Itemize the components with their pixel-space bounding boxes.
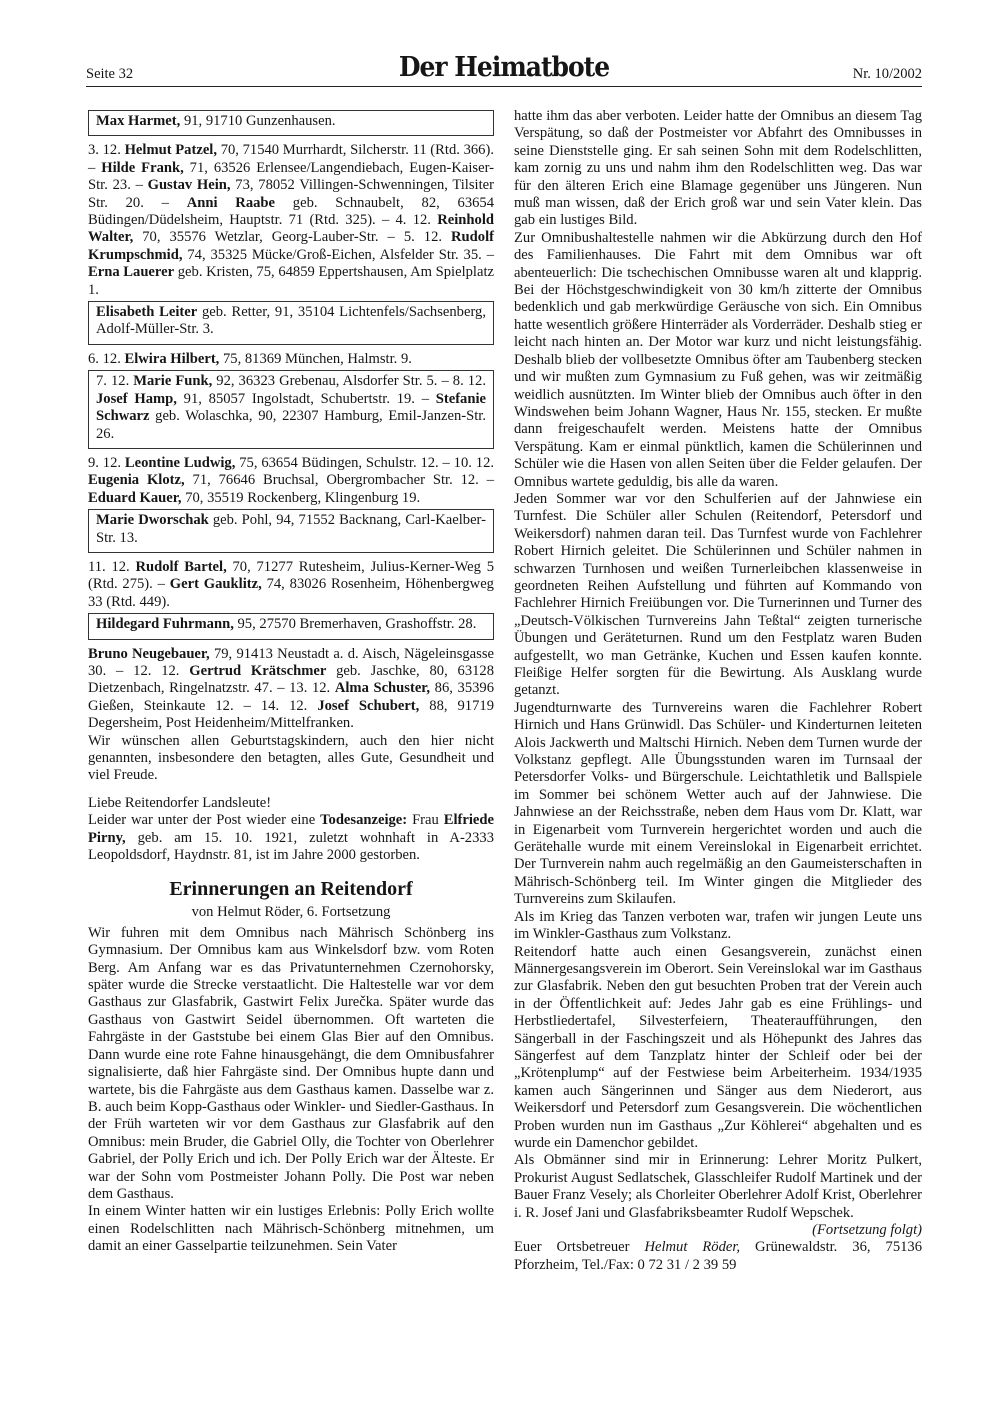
entry-details: 71, 76646 Bruchsal, Obergrombacher Str. 12. – [184, 472, 494, 489]
person-name: Todesanzeige: [320, 812, 408, 829]
person-name: Elisabeth Leiter [96, 304, 198, 321]
person-name: Eugenia Klotz, [88, 472, 185, 489]
entry-details: 92, 36323 Grebenau, Alsdorfer Str. 5. – 8. 12. [212, 373, 486, 390]
signature-address: Grünewaldstr. 36, 75136 Pforzheim, Tel./Fax: 0 72 31 / 2 39 59 [514, 1239, 923, 1273]
entry-details: 73, 78052 Villingen-Schwenningen, Tilsiter Str. 20. – [88, 177, 494, 211]
birthday-box [88, 370, 494, 449]
person-name: Gert Gauklitz, [169, 576, 262, 593]
article-paragraph: Als im Krieg das Tanzen verboten war, trafen wir jungen Leute uns im Winkler-Gasthaus zum Volkstanz. [514, 908, 922, 943]
article-paragraph: Zur Omnibushaltestelle nahmen wir die Abkürzung durch den Hof des Familienhauses. Die Fahrt mit dem Omnibus war oft abenteuerlich: Die tschechischen Omnibusse waren alt und klapprig. Bei der Höchstgeschwindigkeit von 30 km/h zitterte der Omnibus bedenklich und gab merkwürdige Geräusche von sich. Ein Omnibus hatte wesentlich größere Hinterräder als Vorderräder. Deshalb stieg er leicht nach hinten an. Der Motor war kurz und nicht leistungsfähig. Deshalb blieb der vollbesetzte Omnibus öfter am Taubenberg stecken und wir mußten zum Gymnasium zu Fuß gehen, was wir zeitmäßig weidlich ausnützten. Im Winter blieb der Omnibus auch öfter in den Windswehen beim Johann Wagner, Haus Nr. 155, stecken. Er mußte dann freigeschaufelt werden. Meistens hatte der Omnibus Verspätung. Kam er einmal pünktlich, kamen die Schülerinnen und Schüler wie die Hasen von allen Seiten über die Felder gelaufen. Der Omnibus wartete geduldig, bis alle da waren. [514, 229, 922, 490]
birthday-list [88, 646, 494, 733]
entry-details: geb. Schnaubelt, 82, 63654 Büdingen/Düdelsheim, Hauptstr. 71 (Rtd. 325). – 4. 12. [88, 194, 495, 229]
article-title: Erinnerungen an Reitendorf [169, 878, 413, 901]
issue-number: Nr. 10/2002 [852, 66, 922, 82]
entry-details: 74, 83026 Rosenheim, Höhenbergweg 33 (Rtd. 449). [88, 576, 494, 610]
entry-details: 9. 12. [88, 454, 125, 471]
signature-name: Helmut Röder, [644, 1239, 741, 1256]
person-name: Elwira Hilbert, [124, 350, 220, 367]
masthead-logo: Der Heimatbote [398, 50, 610, 83]
entry-details: 11. 12. [88, 558, 136, 575]
obituary-text [88, 812, 494, 864]
entry-details: 70, 35576 Wetzlar, Georg-Lauber-Str. – 5. 12. [133, 229, 452, 246]
birthday-list [88, 559, 494, 611]
entry-details: geb. Jaschke, 80, 63128 Dietzenbach, Ringelnatzstr. 47. – 13. 12. [88, 662, 495, 697]
entry-details: geb. Retter, 91, 35104 Lichtenfels/Sachsenberg, Adolf-Müller-Str. 3. [96, 304, 487, 338]
person-name: Bruno Neugebauer, [88, 645, 210, 662]
person-name: Anni Raabe [186, 194, 276, 211]
birthday-box [88, 110, 494, 136]
entry-details: 70, 71277 Rutesheim, Julius-Kerner-Weg 5 (Rtd. 275). – [88, 558, 494, 593]
birthday-entry [96, 512, 486, 547]
birthday-box [88, 301, 494, 345]
person-name: Reinhold Walter, [88, 212, 494, 246]
obituary-greeting: Liebe Reitendorfer Landsleute! [88, 794, 272, 811]
entry-details: 6. 12. [88, 350, 125, 367]
person-name: Marie Funk, [133, 373, 213, 390]
article-paragraph: Als Obmänner sind mir in Erinnerung: Lehrer Moritz Pulkert, Prokurist August Sedlatschek, Glasschleifer Rudolf Martinek und der Bauer Franz Vesely; als Chorleiter Oberlehrer Adolf Krist, Oberlehrer i. R. Josef Jani und Glasfabriksbeamter Rudolf Wepschek. [514, 1152, 922, 1221]
person-name: Alma Schuster, [334, 680, 431, 697]
birthday-list [88, 455, 494, 507]
person-name: Josef Schubert, [317, 697, 420, 714]
article-paragraph: In einem Winter hatten wir ein lustiges Erlebnis: Polly Erich wollte einen Rodelschlitten nach Mährisch-Schönberg mitnehmen, um damit an einer Gasselpartie teilzunehmen. Sein Vater [88, 1203, 494, 1255]
person-name: Eduard Kauer, [88, 489, 182, 506]
entry-details: 7. 12. [96, 373, 134, 390]
birthday-wishes: Wir wünschen allen Geburtstagskindern, auch den hier nicht genannten, insbesondere den betagten, alles Gute, Gesundheit und viel Freude. [88, 732, 494, 784]
article-paragraph: Wir fuhren mit dem Omnibus nach Mährisch Schönberg ins Gymnasium. Der Omnibus kam aus Winkelsdorf bzw. vom Roten Berg. Am Anfang war es das Privatunternehmen Czernohorsky, später wurde die Strecke verstaatlicht. Die Haltestelle war vor dem Gasthaus zur Glasfabrik, Gastwirt Felix Jurečka. Später wurde das Gasthaus von Gastwirt Seidel übernommen. Oft warteten die Fahrgäste in der Gaststube bei einem Glas Bier auf den Omnibus. Dann wurde eine rote Fahne hinausgehängt, die dem Omnibusfahrer signalisierte, daß hier Fahrgäste sind. Der Omnibus hupte dann und wartete, bis die Fahrgäste aus dem Gasthaus kamen. Dasselbe war z. B. auch beim Kopp-Gasthaus oder Winkler- und Siedler-Gasthaus. In der Früh warteten wir vor dem Gasthaus zur Glasfabrik auf den Omnibus: mein Bruder, die Gabriel Olly, die Tochter von Oberlehrer Gabriel, der Polly Erich und ich. Der Polly Erich war der Älteste. Er war der Sohn vom Postmeister Johann Polly. Die Post war neben dem Gasthaus. [88, 924, 494, 1202]
person-name: Gustav Hein, [147, 177, 231, 194]
person-name: Marie Dworschak [96, 512, 209, 529]
entry-details: geb. am 15. 10. 1921, zuletzt wohnhaft in A-2333 Leopoldsdorf, Haydnstr. 81, ist im Jahre 2000 gestorben. [88, 829, 494, 864]
birthday-entry [96, 304, 486, 339]
entry-details: Frau [407, 812, 444, 829]
person-name: Hilde Frank, [101, 159, 184, 176]
birthday-list [88, 142, 494, 299]
header-rule [86, 86, 922, 87]
person-name: Rudolf Bartel, [135, 558, 227, 575]
person-name: Rudolf Krumpschmid, [88, 229, 494, 263]
birthday-box [88, 613, 494, 639]
entry-details: 70, 71540 Murrhardt, Silcherstr. 11 (Rtd. 366). – [88, 142, 494, 176]
person-name: Erna Lauerer [88, 264, 175, 281]
left-column [88, 108, 494, 1256]
person-name: Leontine Ludwig, [124, 454, 236, 471]
signature-prefix: Euer Ortsbetreuer [514, 1239, 645, 1256]
birthday-box [88, 509, 494, 553]
entry-details: 79, 91413 Neustadt a. d. Aisch, Nägeleinsgasse 30. – 12. 12. [88, 645, 494, 679]
person-name: Elfriede Pirny, [88, 812, 494, 846]
entry-details: 91, 91710 Gunzenhausen. [180, 113, 336, 129]
author-signature [514, 1239, 922, 1274]
article-paragraph: Jugendturnwarte des Turnvereins waren die Fachlehrer Robert Hirnich und Hans Grünwidl. Das Schüler- und Kinderturnen leiteten Alois Jackwerth und Maltschi Hirnich. Neben dem Turnen wurde der Volkstanz gepflegt. Alle Übungsstunden waren im Turnsaal der Petersdorfer Volks- und Bürgerschule. Leichtathletik und Ballspiele im Sommer bei schönem Wetter auch auf der Jahnwiese. Die Jahnwiese an der Reichsstraße, neben dem Haus vom Dr. Klatt, war in Eigenarbeit vom Turnverein hergerichtet worden und auch die Gerätehalle wurde mit einem Vereinslokal in Eigenarbeit errichtet. Der Turnverein nahm auch regelmäßig an den Gaumeisterschaften in Mährisch-Schönberg teil. Im Winter gingen die Mitglieder des Turnvereins zum Skilaufen. [514, 699, 922, 908]
entry-details: 91, 85057 Ingolstadt, Schubertstr. 19. – [176, 390, 436, 407]
person-name: Gertrud Krätschmer [189, 662, 327, 679]
birthday-entry [96, 373, 486, 443]
birthday-entry [96, 113, 486, 130]
entry-details: 74, 35325 Mücke/Groß-Eichen, Alsfelder Str. 35. – [182, 246, 494, 263]
entry-details: 75, 81369 München, Halmstr. 9. [219, 350, 412, 367]
entry-details: 95, 27570 Bremerhaven, Grashoffstr. 28. [233, 616, 477, 633]
entry-details: geb. Wolaschka, 90, 22307 Hamburg, Emil-Janzen-Str. 26. [96, 408, 486, 442]
birthday-list [88, 351, 494, 368]
continuation-note: (Fortsetzung folgt) [812, 1222, 922, 1238]
birthday-entry [96, 616, 486, 633]
entry-details: 75, 63654 Büdingen, Schulstr. 12. – 10. 12. [235, 454, 495, 471]
entry-details: geb. Kristen, 75, 64859 Eppertshausen, Am Spielplatz 1. [88, 264, 494, 298]
entry-details: 88, 91719 Degersheim, Post Heidenheim/Mittelfranken. [88, 697, 494, 732]
person-name: Josef Hamp, [96, 390, 177, 407]
entry-details: geb. Pohl, 94, 71552 Backnang, Carl-Kaelber-Str. 13. [96, 512, 486, 546]
person-name: Hildegard Fuhrmann, [96, 616, 234, 633]
entry-details: 70, 35519 Rockenberg, Klingenburg 19. [181, 489, 421, 506]
person-name: Stefanie Schwarz [96, 390, 486, 425]
entry-details: 71, 63526 Erlensee/Langendiebach, Eugen-Kaiser-Str. 23. – [88, 159, 495, 194]
article-paragraph: Reitendorf hatte auch einen Gesangsverein, zunächst einen Männergesangsverein im Oberort. Sein Vereinslokal war im Gasthaus zur Glasfabrik. Neben den gut besuchten Proben trat der Verein auch in der Öffentlichkeit auf: Jedes Jahr gab es eine Frühlings- und Herbstliedertafel, Silvesterfeiern, Theateraufführungen, den Sängerball in der Faschingszeit und als Höhepunkt des Jahres das Sängerfest auf dem Tanzplatz hinter der Schleif oder bei der „Krötenplump“ auf der Festwiese beim Arbeiterheim. 1934/1935 kamen auch Sängerinnen und Sänger aus dem Niederort, aus Weikersdorf und Petersdorf zum Gesangsverein. Die wöchentlichen Proben wurden nun im Gasthaus „Zur Köhlerei“ abgehalten und es wurde ein Damenchor gebildet. [514, 943, 922, 1151]
person-name: Max Harmet, [96, 113, 181, 129]
article-paragraph: Jeden Sommer war vor den Schulferien auf der Jahnwiese ein Turnfest. Die Schüler aller Schulen (Reitendorf, Petersdorf und Weikersdorf) nahmen daran teil. Das Turnfest wurde von Fachlehrer Robert Hirnich geleitet. Die Schülerinnen und Schüler nahmen in schwarzen Turnhosen und weißen Turnerleibchen klassenweise in geordneten Reihen Aufstellung und führten auf Kommando von Fachlehrer Hirnich Freiübungen vor. Die Turnerinnen und Turner des „Deutsch-Völkischen Turnvereins Jahn Teßtal“ zeigten turnerische Übungen und Geräteturnen. Rund um den Festplatz waren Buden aufgestellt, wo man Getränke, Kuchen und Essen kaufen konnte. Fleißige Helfer sorgten für die Bewirtung. Als Ausklang wurde getanzt. [514, 490, 922, 699]
entry-details: 3. 12. [88, 142, 125, 159]
entry-details: Leider war unter der Post wieder eine [88, 812, 321, 829]
article-subtitle: von Helmut Röder, 6. Fortsetzung [191, 904, 391, 921]
page-number: Seite 32 [86, 66, 134, 82]
entry-details: 86, 35396 Gießen, Steinkaute 12. – 14. 12. [88, 680, 495, 714]
page-header [86, 52, 922, 86]
article-paragraph: hatte ihm das aber verboten. Leider hatte der Omnibus an diesem Tag Verspätung, so daß der Postmeister vor Abfahrt des Omnibusses in seine Dienststelle ging. Er sah seinen Sohn mit dem Rodelschlitten, kam zornig zu uns und nahm ihm den Rodelschlitten weg. Das war für den älteren Erich eine Blamage gegenüber uns Jüngeren. Nun muß man wissen, daß der Erich groß war und sein Vater klein. Das gab ein lustiges Bild. [514, 108, 922, 229]
person-name: Helmut Patzel, [124, 142, 217, 159]
right-column [514, 108, 922, 1274]
